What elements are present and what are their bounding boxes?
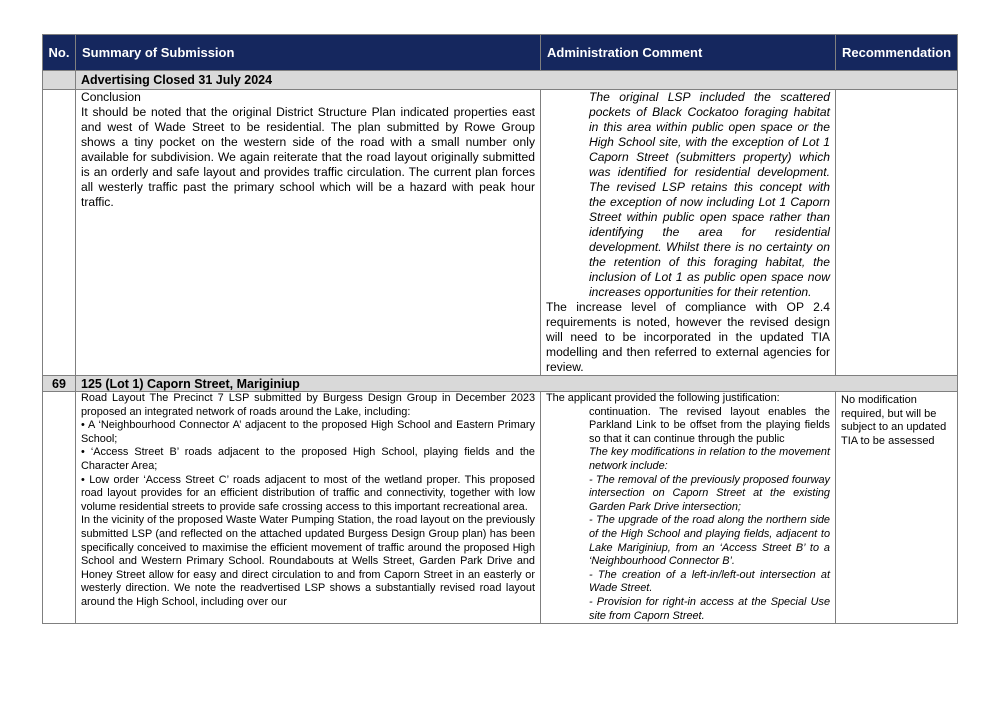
comment-italic: The original LSP included the scattered pockets of Black Cockatoo foraging habitat in this area within public open space or the High School site, with the exception of Lot 1 Caporn Street (submitters property) which was identified for residential development. The revised LSP retains this concept with the exception of now including Lot 1 Caporn Street within public open space rather than identifying the area for residential development. Whilst there is no certainty on the retention of this foraging habitat, the inclusion of Lot 1 as public open space now increases opportunities for their retention. (589, 90, 830, 299)
comment-cell (541, 392, 836, 624)
summary-paragraph: Road Layout The Precinct 7 LSP submitted by Burgess Design Group in December 2023 proposed an integrated network of roads around the Lake, including: (81, 392, 535, 418)
comment-paragraph: - The upgrade of the road along the northern side of the High School and playing fields, adjacent to Lake Mariginiup, from an ‘Access Street B’ to a ‘Neighbourhood Connector B’. (589, 514, 830, 568)
summary-title: Conclusion (81, 90, 141, 104)
section-title: Advertising Closed 31 July 2024 (76, 71, 958, 90)
summary-cell (76, 392, 541, 624)
comment-intro: The applicant provided the following justification: (546, 392, 780, 404)
table-header-row (43, 35, 958, 71)
comment-paragraph: - The removal of the previously proposed fourway intersection on Caporn Street at the existing Garden Park Drive intersection; (589, 473, 830, 513)
comment-continuation: continuation. The revised layout enables the Parkland Link to be offset from the playing fields so that it can continue through the public (589, 405, 830, 445)
recommendation-cell: No modification required, but will be subject to an updated TIA to be assessed (836, 392, 958, 624)
submission-69-header (43, 376, 958, 392)
header-summary: Summary of Submission (76, 35, 541, 71)
submission-title: 125 (Lot 1) Caporn Street, Mariginiup (76, 376, 958, 392)
comment-paragraph: The key modifications in relation to the movement network include: (589, 446, 830, 472)
summary-paragraph: In the vicinity of the proposed Waste Water Pumping Station, the road layout on the previously submitted LSP (and reflected on the attached updated Burgess Design Group plan) has been specifically conceived to maximise the efficient movement of traffic around the proposed High School and Western Primary School. Roundabouts at Wells Street, Garden Park Drive and Honey Street allow for easy and direct circulation to and from Caporn Street in an easterly or westerly direction. We note the readvertised LSP shows a substantially revised road layout around the High School, including over our (81, 514, 535, 608)
summary-paragraph: • ‘Access Street B’ roads adjacent to the proposed High School, playing fields and the Character Area; (81, 446, 535, 472)
row-number: 69 (43, 376, 76, 392)
comment-text: The increase level of compliance with OP 2.4 requirements is noted, however the revised design will need to be incorporated in the updated TIA modelling and then referred to external agencies for review. (546, 300, 830, 374)
comment-cell (541, 90, 836, 376)
summary-paragraph: • Low order ‘Access Street C’ roads adjacent to most of the wetland proper. This proposed road layout provides for an efficient distribution of traffic and connectivity, together with low volume residential streets to provide safe crossing access to this important recreational area. (81, 473, 535, 513)
header-comment: Administration Comment (541, 35, 836, 71)
summary-text: It should be noted that the original District Structure Plan indicated properties east and west of Wade Street to be residential. The plan submitted by Rowe Group shows a tiny pocket on the western side of the road with a small number only available for subdivision. We again reiterate that the road layout originally submitted is an orderly and safe layout and provides traffic circulation. The current plan forces all westerly traffic past the primary school which will be a hazard with peak hour traffic. (81, 105, 535, 209)
summary-paragraph: • A ‘Neighbourhood Connector A’ adjacent to the proposed High School and Eastern Primary School; (81, 419, 535, 445)
summary-cell (76, 90, 541, 376)
header-no: No. (43, 35, 76, 71)
comment-paragraph: - Provision for right-in access at the Special Use site from Caporn Street. (589, 595, 830, 622)
section-row (43, 71, 958, 90)
submissions-table (42, 34, 958, 624)
table-row (43, 392, 958, 624)
table-row (43, 90, 958, 376)
header-recommendation: Recommendation (836, 35, 958, 71)
comment-paragraph: - The creation of a left-in/left-out intersection at Wade Street. (589, 568, 830, 595)
